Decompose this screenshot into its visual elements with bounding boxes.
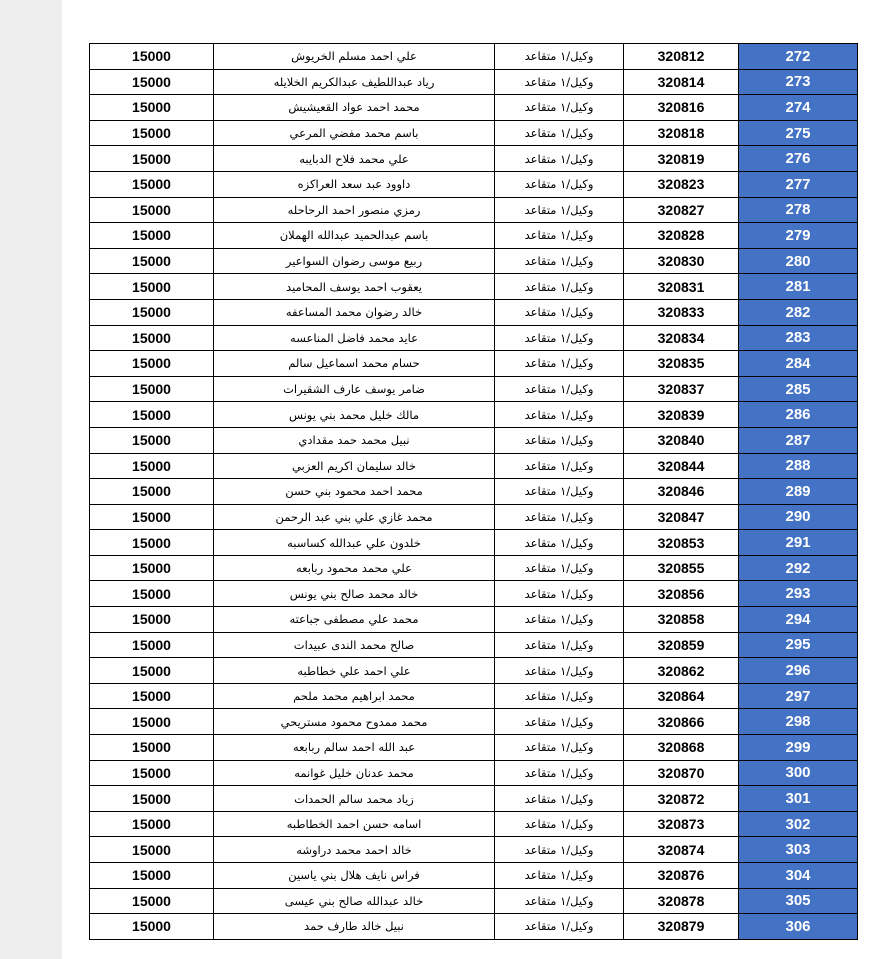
code-cell: 320876 [624,863,739,889]
code-cell: 320870 [624,760,739,786]
amount-cell: 15000 [90,376,214,402]
table-row [90,581,858,607]
role-cell: وكيل/١ متقاعد [495,248,624,274]
name-cell: خالد محمد صالح بني يونس [214,581,495,607]
role-cell: وكيل/١ متقاعد [495,504,624,530]
amount-cell: 15000 [90,299,214,325]
amount-cell: 15000 [90,607,214,633]
name-cell: محمد ابراهيم محمد ملحم [214,683,495,709]
code-cell: 320835 [624,351,739,377]
role-cell: وكيل/١ متقاعد [495,530,624,556]
role-cell: وكيل/١ متقاعد [495,863,624,889]
name-cell: محمد غازي علي بني عبد الرحمن [214,504,495,530]
table-row [90,888,858,914]
table-row [90,479,858,505]
role-cell: وكيل/١ متقاعد [495,607,624,633]
sequence-cell: 289 [739,479,858,505]
role-cell: وكيل/١ متقاعد [495,837,624,863]
amount-cell: 15000 [90,479,214,505]
sequence-cell: 287 [739,427,858,453]
sequence-cell: 275 [739,120,858,146]
code-cell: 320818 [624,120,739,146]
sequence-cell: 283 [739,325,858,351]
amount-cell: 15000 [90,863,214,889]
name-cell: علي احمد علي خطاطبه [214,658,495,684]
amount-cell: 15000 [90,146,214,172]
table-row [90,69,858,95]
amount-cell: 15000 [90,95,214,121]
table-row [90,453,858,479]
amount-cell: 15000 [90,402,214,428]
code-cell: 320868 [624,735,739,761]
role-cell: وكيل/١ متقاعد [495,402,624,428]
role-cell: وكيل/١ متقاعد [495,555,624,581]
table-row [90,504,858,530]
sequence-cell: 280 [739,248,858,274]
code-cell: 320828 [624,223,739,249]
name-cell: رمزي منصور احمد الرحاحله [214,197,495,223]
code-cell: 320819 [624,146,739,172]
name-cell: عبد الله احمد سالم ربابعه [214,735,495,761]
role-cell: وكيل/١ متقاعد [495,69,624,95]
code-cell: 320866 [624,709,739,735]
amount-cell: 15000 [90,888,214,914]
amount-cell: 15000 [90,274,214,300]
amount-cell: 15000 [90,837,214,863]
table-row [90,863,858,889]
table-row [90,274,858,300]
amount-cell: 15000 [90,914,214,940]
name-cell: محمد احمد محمود بني حسن [214,479,495,505]
name-cell: علي محمد فلاح الدبايبه [214,146,495,172]
amount-cell: 15000 [90,120,214,146]
sequence-cell: 305 [739,888,858,914]
sequence-cell: 279 [739,223,858,249]
table-row [90,376,858,402]
name-cell: خلدون علي عبدالله كساسبه [214,530,495,556]
name-cell: اسامه حسن احمد الخطاطبه [214,811,495,837]
role-cell: وكيل/١ متقاعد [495,658,624,684]
table-row [90,735,858,761]
amount-cell: 15000 [90,683,214,709]
name-cell: فراس نايف هلال بني ياسين [214,863,495,889]
table-row [90,914,858,940]
code-cell: 320873 [624,811,739,837]
code-cell: 320816 [624,95,739,121]
table-row [90,171,858,197]
table-row [90,223,858,249]
table-row [90,786,858,812]
role-cell: وكيل/١ متقاعد [495,171,624,197]
amount-cell: 15000 [90,171,214,197]
amount-cell: 15000 [90,811,214,837]
name-cell: ضامر يوسف عارف الشقيرات [214,376,495,402]
sequence-cell: 303 [739,837,858,863]
code-cell: 320840 [624,427,739,453]
code-cell: 320856 [624,581,739,607]
code-cell: 320862 [624,658,739,684]
sequence-cell: 272 [739,44,858,70]
name-cell: نبيل خالد طارف حمد [214,914,495,940]
amount-cell: 15000 [90,427,214,453]
table-row [90,683,858,709]
sequence-cell: 290 [739,504,858,530]
name-cell: محمد ممدوح محمود مستريحي [214,709,495,735]
role-cell: وكيل/١ متقاعد [495,683,624,709]
name-cell: خالد احمد محمد دراوشه [214,837,495,863]
role-cell: وكيل/١ متقاعد [495,274,624,300]
amount-cell: 15000 [90,658,214,684]
table-row [90,811,858,837]
table-row [90,402,858,428]
sequence-cell: 282 [739,299,858,325]
code-cell: 320830 [624,248,739,274]
table-row [90,44,858,70]
amount-cell: 15000 [90,735,214,761]
name-cell: محمد عدنان خليل غوانمه [214,760,495,786]
role-cell: وكيل/١ متقاعد [495,299,624,325]
table-row [90,146,858,172]
amount-cell: 15000 [90,197,214,223]
table-row [90,607,858,633]
name-cell: خالد عبدالله صالح بني عيسى [214,888,495,914]
role-cell: وكيل/١ متقاعد [495,325,624,351]
sequence-cell: 296 [739,658,858,684]
sequence-cell: 298 [739,709,858,735]
code-cell: 320855 [624,555,739,581]
sequence-cell: 306 [739,914,858,940]
name-cell: علي محمد محمود ربابعه [214,555,495,581]
code-cell: 320864 [624,683,739,709]
roster-table [89,43,858,940]
name-cell: عايد محمد فاضل المناعسه [214,325,495,351]
code-cell: 320879 [624,914,739,940]
table-row [90,709,858,735]
code-cell: 320859 [624,632,739,658]
amount-cell: 15000 [90,581,214,607]
sequence-cell: 288 [739,453,858,479]
role-cell: وكيل/١ متقاعد [495,760,624,786]
amount-cell: 15000 [90,325,214,351]
name-cell: علي احمد مسلم الخريوش [214,44,495,70]
name-cell: حسام محمد اسماعيل سالم [214,351,495,377]
code-cell: 320844 [624,453,739,479]
amount-cell: 15000 [90,786,214,812]
amount-cell: 15000 [90,351,214,377]
roster-table-body [90,44,858,940]
name-cell: خالد رضوان محمد المساعفه [214,299,495,325]
sequence-cell: 285 [739,376,858,402]
name-cell: رياد عبداللطيف عبدالكريم الخلايله [214,69,495,95]
sequence-cell: 301 [739,786,858,812]
table-row [90,197,858,223]
code-cell: 320839 [624,402,739,428]
name-cell: نبيل محمد حمد مقدادي [214,427,495,453]
role-cell: وكيل/١ متقاعد [495,146,624,172]
code-cell: 320834 [624,325,739,351]
amount-cell: 15000 [90,632,214,658]
role-cell: وكيل/١ متقاعد [495,888,624,914]
role-cell: وكيل/١ متقاعد [495,197,624,223]
amount-cell: 15000 [90,760,214,786]
name-cell: محمد علي مصطفى جباعته [214,607,495,633]
name-cell: ربيع موسى رضوان السواعير [214,248,495,274]
code-cell: 320833 [624,299,739,325]
amount-cell: 15000 [90,248,214,274]
sequence-cell: 294 [739,607,858,633]
document-page [62,0,870,959]
table-row [90,299,858,325]
code-cell: 320858 [624,607,739,633]
code-cell: 320846 [624,479,739,505]
table-row [90,760,858,786]
name-cell: يعقوب احمد يوسف المحاميد [214,274,495,300]
sequence-cell: 299 [739,735,858,761]
table-row [90,837,858,863]
role-cell: وكيل/١ متقاعد [495,479,624,505]
code-cell: 320827 [624,197,739,223]
name-cell: باسم عبدالحميد عبدالله الهملان [214,223,495,249]
sequence-cell: 295 [739,632,858,658]
amount-cell: 15000 [90,223,214,249]
amount-cell: 15000 [90,709,214,735]
name-cell: باسم محمد مفضي المرعي [214,120,495,146]
code-cell: 320878 [624,888,739,914]
role-cell: وكيل/١ متقاعد [495,427,624,453]
role-cell: وكيل/١ متقاعد [495,223,624,249]
code-cell: 320814 [624,69,739,95]
sequence-cell: 277 [739,171,858,197]
code-cell: 320874 [624,837,739,863]
amount-cell: 15000 [90,453,214,479]
role-cell: وكيل/١ متقاعد [495,376,624,402]
sequence-cell: 281 [739,274,858,300]
role-cell: وكيل/١ متقاعد [495,351,624,377]
role-cell: وكيل/١ متقاعد [495,914,624,940]
sequence-cell: 276 [739,146,858,172]
table-row [90,120,858,146]
table-row [90,555,858,581]
table-row [90,658,858,684]
code-cell: 320837 [624,376,739,402]
name-cell: مالك خليل محمد بني يونس [214,402,495,428]
sequence-cell: 292 [739,555,858,581]
sequence-cell: 273 [739,69,858,95]
sequence-cell: 274 [739,95,858,121]
name-cell: زياد محمد سالم الحمدات [214,786,495,812]
code-cell: 320853 [624,530,739,556]
code-cell: 320872 [624,786,739,812]
table-row [90,325,858,351]
code-cell: 320847 [624,504,739,530]
role-cell: وكيل/١ متقاعد [495,786,624,812]
code-cell: 320812 [624,44,739,70]
sequence-cell: 300 [739,760,858,786]
name-cell: صالح محمد الندى عبيدات [214,632,495,658]
name-cell: محمد احمد عواد القعيشيش [214,95,495,121]
amount-cell: 15000 [90,504,214,530]
amount-cell: 15000 [90,69,214,95]
table-row [90,632,858,658]
sequence-cell: 302 [739,811,858,837]
sequence-cell: 286 [739,402,858,428]
sequence-cell: 304 [739,863,858,889]
name-cell: داوود عبد سعد العراكزه [214,171,495,197]
role-cell: وكيل/١ متقاعد [495,709,624,735]
code-cell: 320831 [624,274,739,300]
table-row [90,95,858,121]
role-cell: وكيل/١ متقاعد [495,811,624,837]
table-row [90,530,858,556]
sequence-cell: 291 [739,530,858,556]
amount-cell: 15000 [90,555,214,581]
sequence-cell: 297 [739,683,858,709]
table-row [90,351,858,377]
role-cell: وكيل/١ متقاعد [495,120,624,146]
name-cell: خالد سليمان اكريم العزبي [214,453,495,479]
amount-cell: 15000 [90,44,214,70]
role-cell: وكيل/١ متقاعد [495,735,624,761]
amount-cell: 15000 [90,530,214,556]
role-cell: وكيل/١ متقاعد [495,44,624,70]
sequence-cell: 293 [739,581,858,607]
sequence-cell: 284 [739,351,858,377]
table-row [90,427,858,453]
table-row [90,248,858,274]
role-cell: وكيل/١ متقاعد [495,632,624,658]
sequence-cell: 278 [739,197,858,223]
code-cell: 320823 [624,171,739,197]
role-cell: وكيل/١ متقاعد [495,453,624,479]
role-cell: وكيل/١ متقاعد [495,95,624,121]
role-cell: وكيل/١ متقاعد [495,581,624,607]
